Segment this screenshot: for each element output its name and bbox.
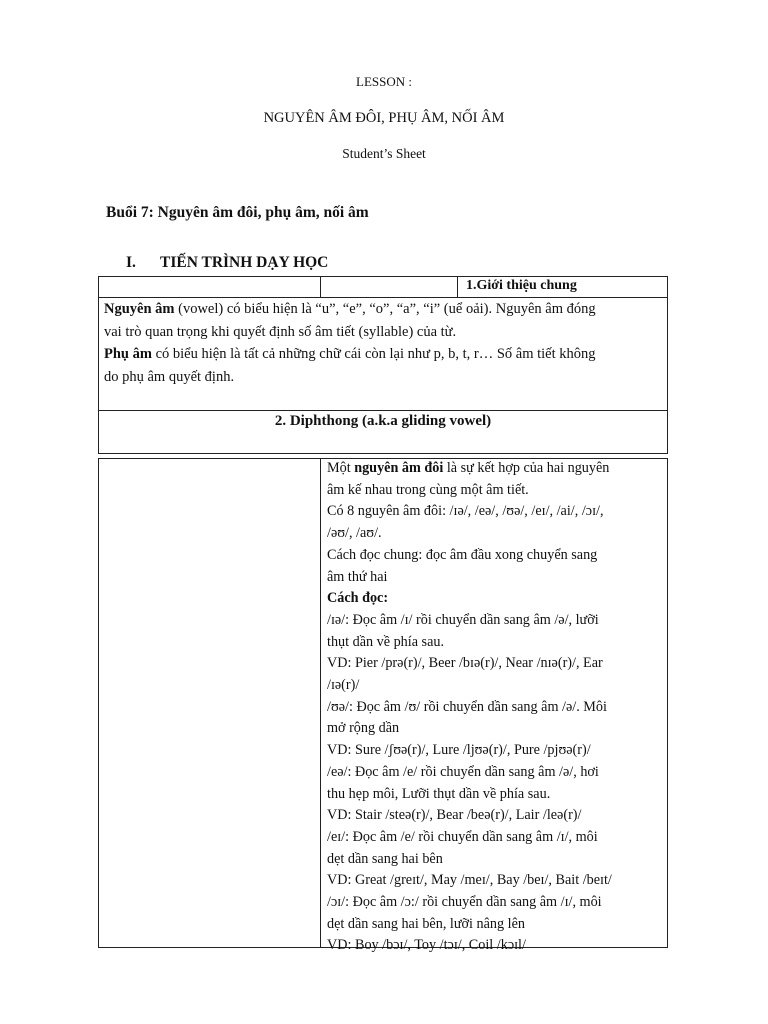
lesson-topic: NGUYÊN ÂM ĐÔI, PHỤ ÂM, NỐI ÂM xyxy=(263,110,505,126)
vowel-line-1: (vowel) có biểu hiện là “u”, “e”, “o”, “a”, “i” (uể oải). Nguyên âm đóng xyxy=(174,301,596,317)
text-line: /ɔɪ/: Đọc âm /ɔ:/ rồi chuyển dần sang âm /ɪ/, môi xyxy=(327,894,602,911)
consonant-paragraph xyxy=(104,343,664,389)
vowel-term: Nguyên âm xyxy=(104,301,175,317)
text-line: VD: Boy /bɔɪ/, Toy /tɔɪ/, Coil /kɔɪl/ xyxy=(327,937,526,954)
diphthong-definition-line: Một nguyên âm đôi là sự kết hợp của hai nguyên xyxy=(327,460,610,476)
consonant-line-2: do phụ âm quyết định. xyxy=(104,369,235,385)
sheet-label: Student’s Sheet xyxy=(342,146,426,161)
text-line: /əʊ/, /aʊ/. xyxy=(327,525,382,542)
text-line: dẹt dần sang hai bên xyxy=(327,850,443,867)
text-line: VD: Sure /ʃʊə(r)/, Lure /ljʊə(r)/, Pure /pjʊə(r)/ xyxy=(327,742,591,759)
text-line: thu hẹp môi, Lưỡi thụt dần về phía sau. xyxy=(327,785,551,802)
diphthong-term: nguyên âm đôi xyxy=(354,460,444,476)
text-line: dẹt dần sang hai bên, lưỡi nâng lên xyxy=(327,915,526,932)
intro-col-divider-2 xyxy=(457,276,458,297)
text-line: VD: Pier /prə(r)/, Beer /bɪə(r)/, Near /nɪə(r)/, Ear xyxy=(327,655,603,672)
text-line: /ʊə/: Đọc âm /ʊ/ rồi chuyển dần sang âm /ə/. Môi xyxy=(327,698,607,715)
section-heading xyxy=(126,254,328,272)
text-line: âm kế nhau trong cùng một âm tiết. xyxy=(327,481,529,498)
text-line: âm thứ hai xyxy=(327,568,388,585)
text-line: Có 8 nguyên âm đôi: /ɪə/, /eə/, /ʊə/, /eɪ/, /ai/, /ɔɪ/, xyxy=(327,503,604,520)
lesson-label: LESSON : xyxy=(356,74,412,89)
vowel-paragraph xyxy=(104,298,664,344)
text-line: /eə/: Đọc âm /e/ rồi chuyển dần sang âm /ə/, hơi xyxy=(327,763,599,780)
text-line: thụt dần về phía sau. xyxy=(327,633,445,650)
text-line: VD: Great /greɪt/, May /meɪ/, Bay /beɪ/, Bait /beɪt/ xyxy=(327,872,612,889)
vowel-line-2: vai trò quan trọng khi quyết định số âm tiết (syllable) của từ. xyxy=(104,324,457,340)
session-title: Buổi 7: Nguyên âm đôi, phụ âm, nối âm xyxy=(106,204,369,221)
diphthong-col-divider xyxy=(320,458,321,948)
consonant-line-1: có biểu hiện là tất cả những chữ cái còn lại như p, b, t, r… Số âm tiết không xyxy=(151,346,596,362)
diphthong-heading: 2. Diphthong (a.k.a gliding vowel) xyxy=(274,413,492,429)
section-title: TIẾN TRÌNH DẠY HỌC xyxy=(160,254,329,271)
section-number: I. xyxy=(126,254,136,271)
diphthong-content xyxy=(327,458,662,957)
intro-col-divider-1 xyxy=(320,276,321,297)
text-line: Cách đọc chung: đọc âm đầu xong chuyển sang xyxy=(327,546,598,563)
consonant-term: Phụ âm xyxy=(104,346,152,362)
text-line: /ɪə(r)/ xyxy=(327,677,360,694)
intro-heading: 1.Giới thiệu chung xyxy=(466,278,577,293)
text-line: mở rộng dần xyxy=(327,720,400,737)
how-to-read-label: Cách đọc: xyxy=(327,590,389,607)
text-line: VD: Stair /steə(r)/, Bear /beə(r)/, Lair /leə(r)/ xyxy=(327,807,582,824)
text-line: /ɪə/: Đọc âm /ɪ/ rồi chuyển dần sang âm /ə/, lưỡi xyxy=(327,611,599,628)
text-line: /eɪ/: Đọc âm /e/ rồi chuyển dần sang âm /ɪ/, môi xyxy=(327,828,598,845)
